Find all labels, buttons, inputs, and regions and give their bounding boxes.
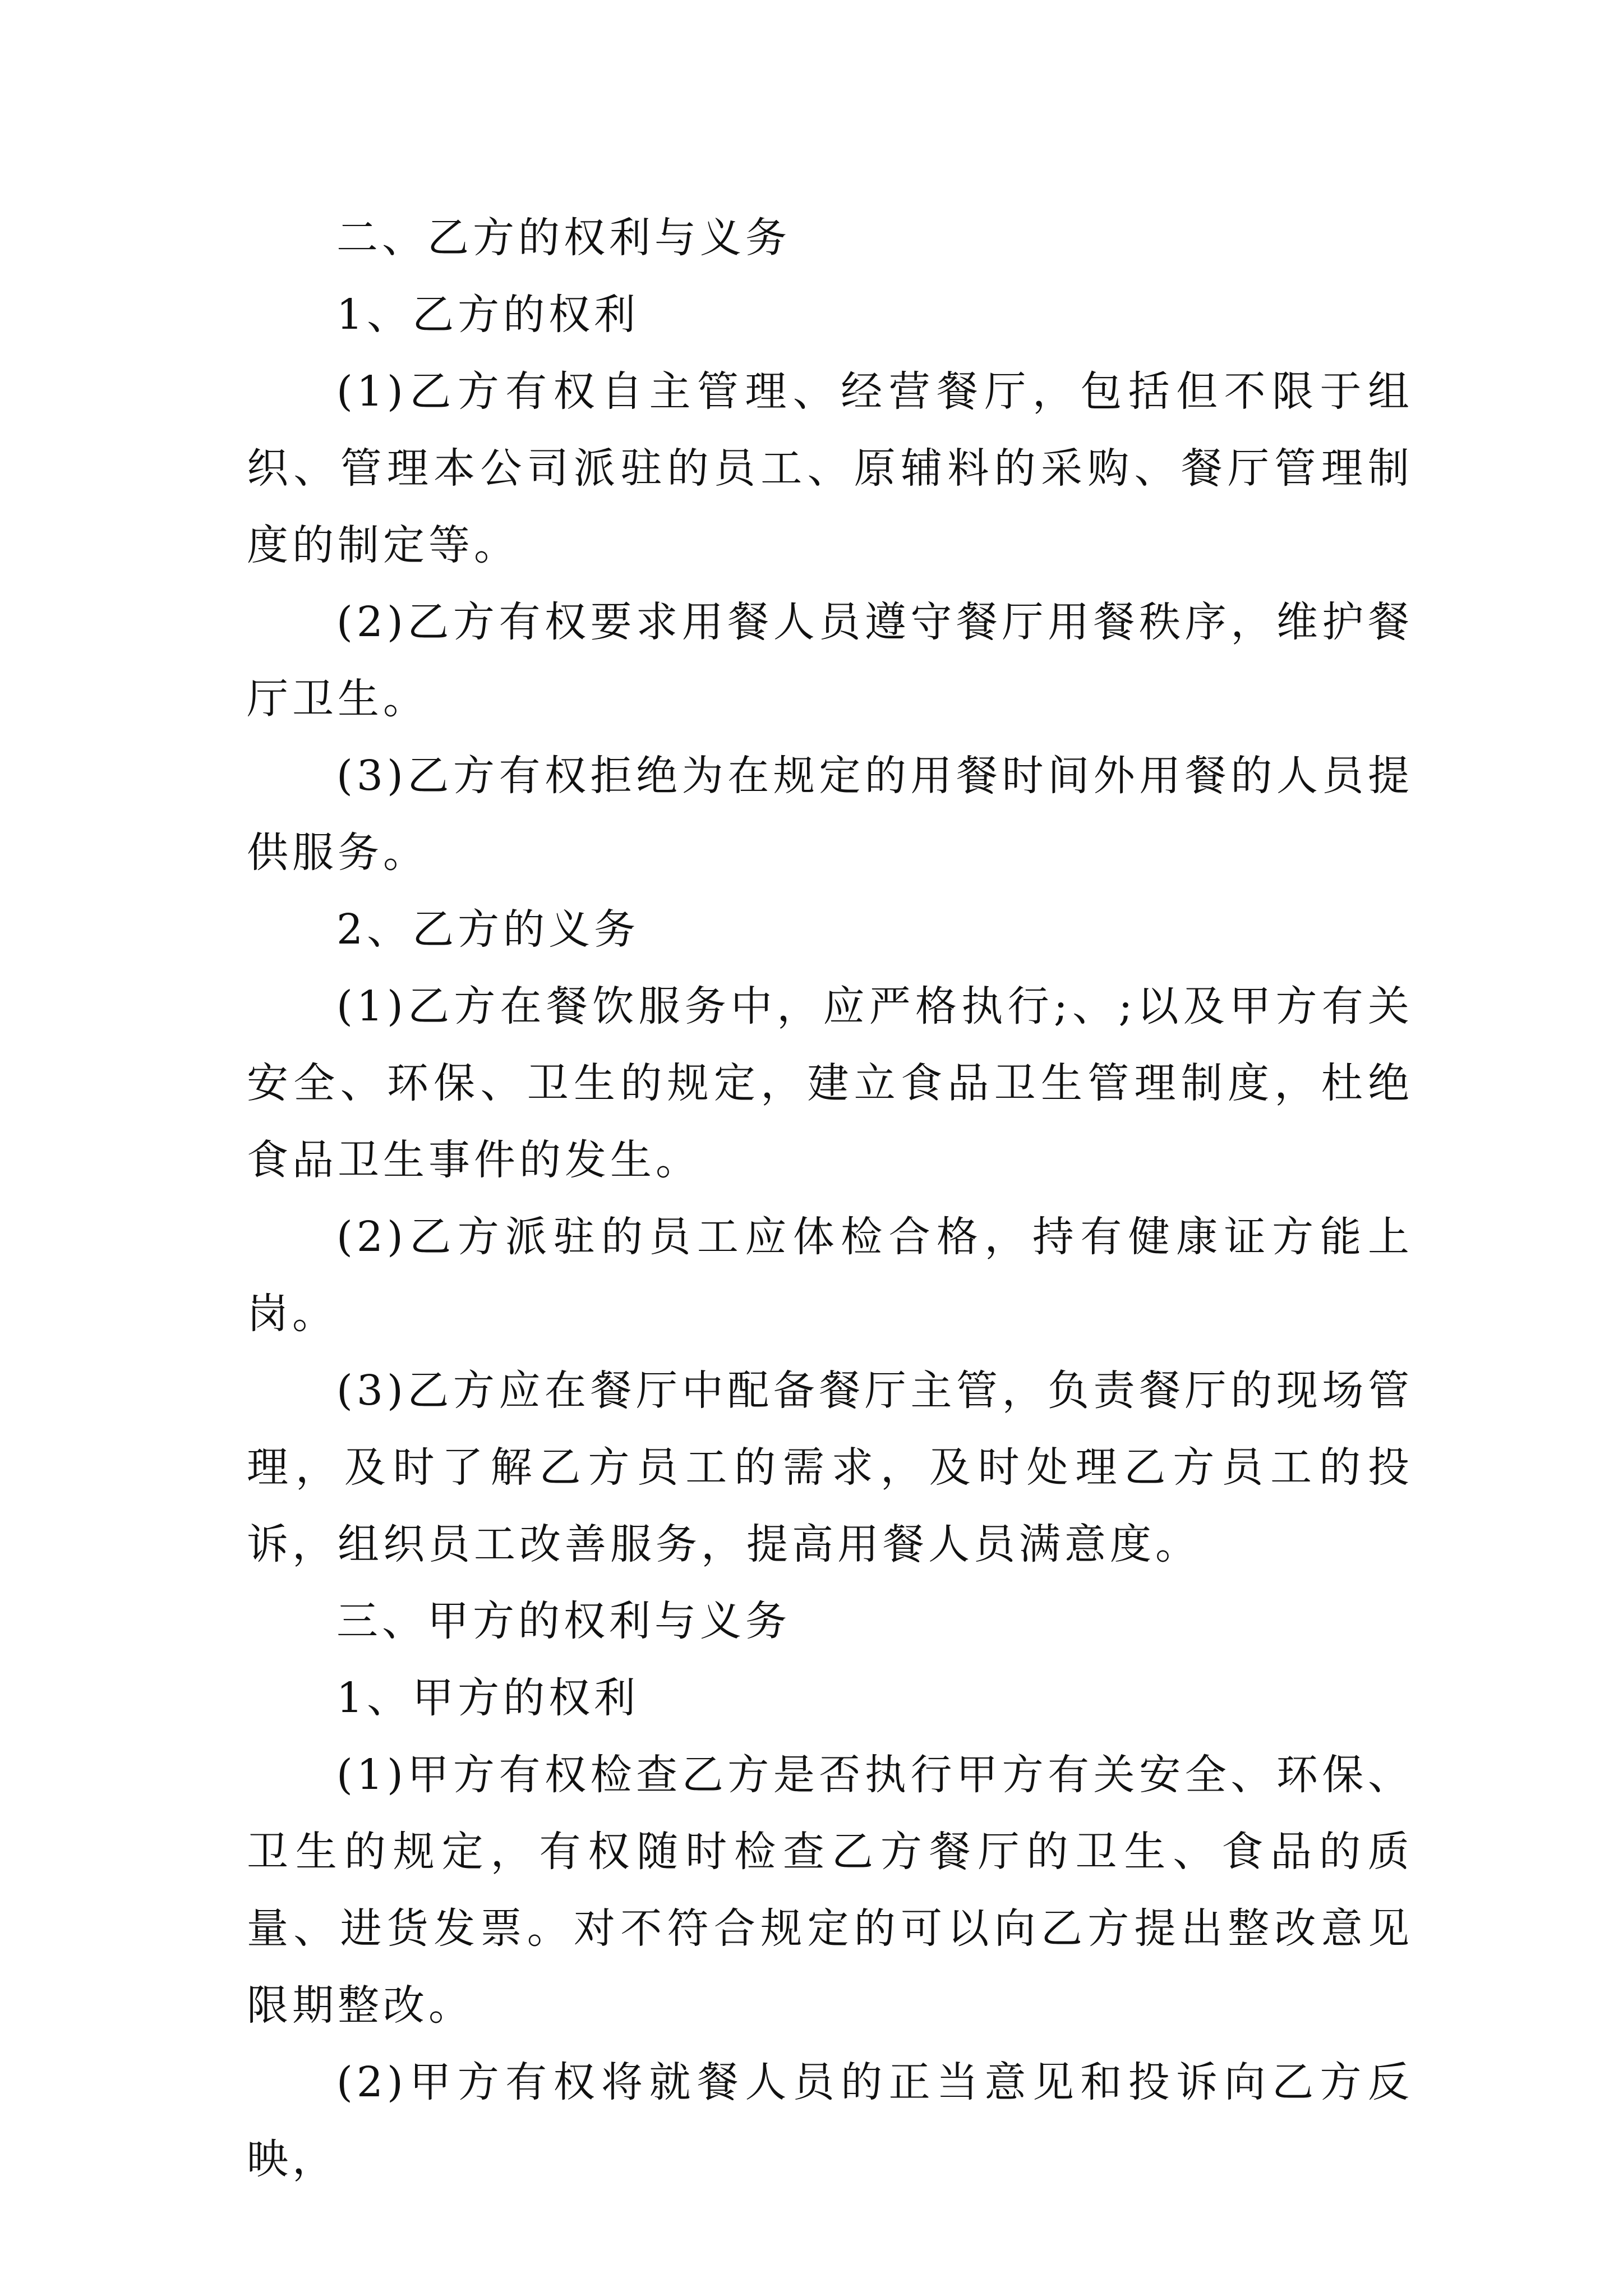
paragraph: (1)乙方在餐饮服务中，应严格执行;、;以及甲方有关安全、环保、卫生的规定，建立食品卫生管理制度，杜绝食品卫生事件的发生。 (247, 982, 1413, 1184)
paragraph: (1)乙方有权自主管理、经营餐厅，包括但不限于组织、管理本公司派驻的员工、原辅料的采购、餐厅管理制度的制定等。 (247, 367, 1413, 569)
paragraph: (2)乙方有权要求用餐人员遵守餐厅用餐秩序，维护餐厅卫生。 (247, 598, 1413, 723)
paragraph: (1)甲方有权检查乙方是否执行甲方有关安全、环保、卫生的规定，有权随时检查乙方餐厅的卫生、食品的质量、进货发票。对不符合规定的可以向乙方提出整改意见限期整改。 (247, 1751, 1413, 2030)
paragraph: (3)乙方有权拒绝为在规定的用餐时间外用餐的人员提供服务。 (247, 752, 1413, 877)
subheading-party-b-rights: 1、乙方的权利 (336, 291, 640, 339)
paragraph: (3)乙方应在餐厅中配备餐厅主管，负责餐厅的现场管理，及时了解乙方员工的需求，及时处理乙方员工的投诉，组织员工改善服务，提高用餐人员满意度。 (247, 1366, 1413, 1568)
paragraph: (2)甲方有权将就餐人员的正当意见和投诉向乙方反映， (247, 2058, 1413, 2183)
paragraph: (2)乙方派驻的员工应体检合格，持有健康证方能上岗。 (247, 1213, 1413, 1338)
subheading-party-b-obligations: 2、乙方的义务 (336, 905, 640, 954)
section-heading-party-a: 三、甲方的权利与义务 (336, 1597, 791, 1645)
subheading-party-a-rights: 1、甲方的权利 (336, 1674, 640, 1722)
section-heading-party-b: 二、乙方的权利与义务 (336, 214, 791, 262)
document-body (247, 200, 1413, 2198)
